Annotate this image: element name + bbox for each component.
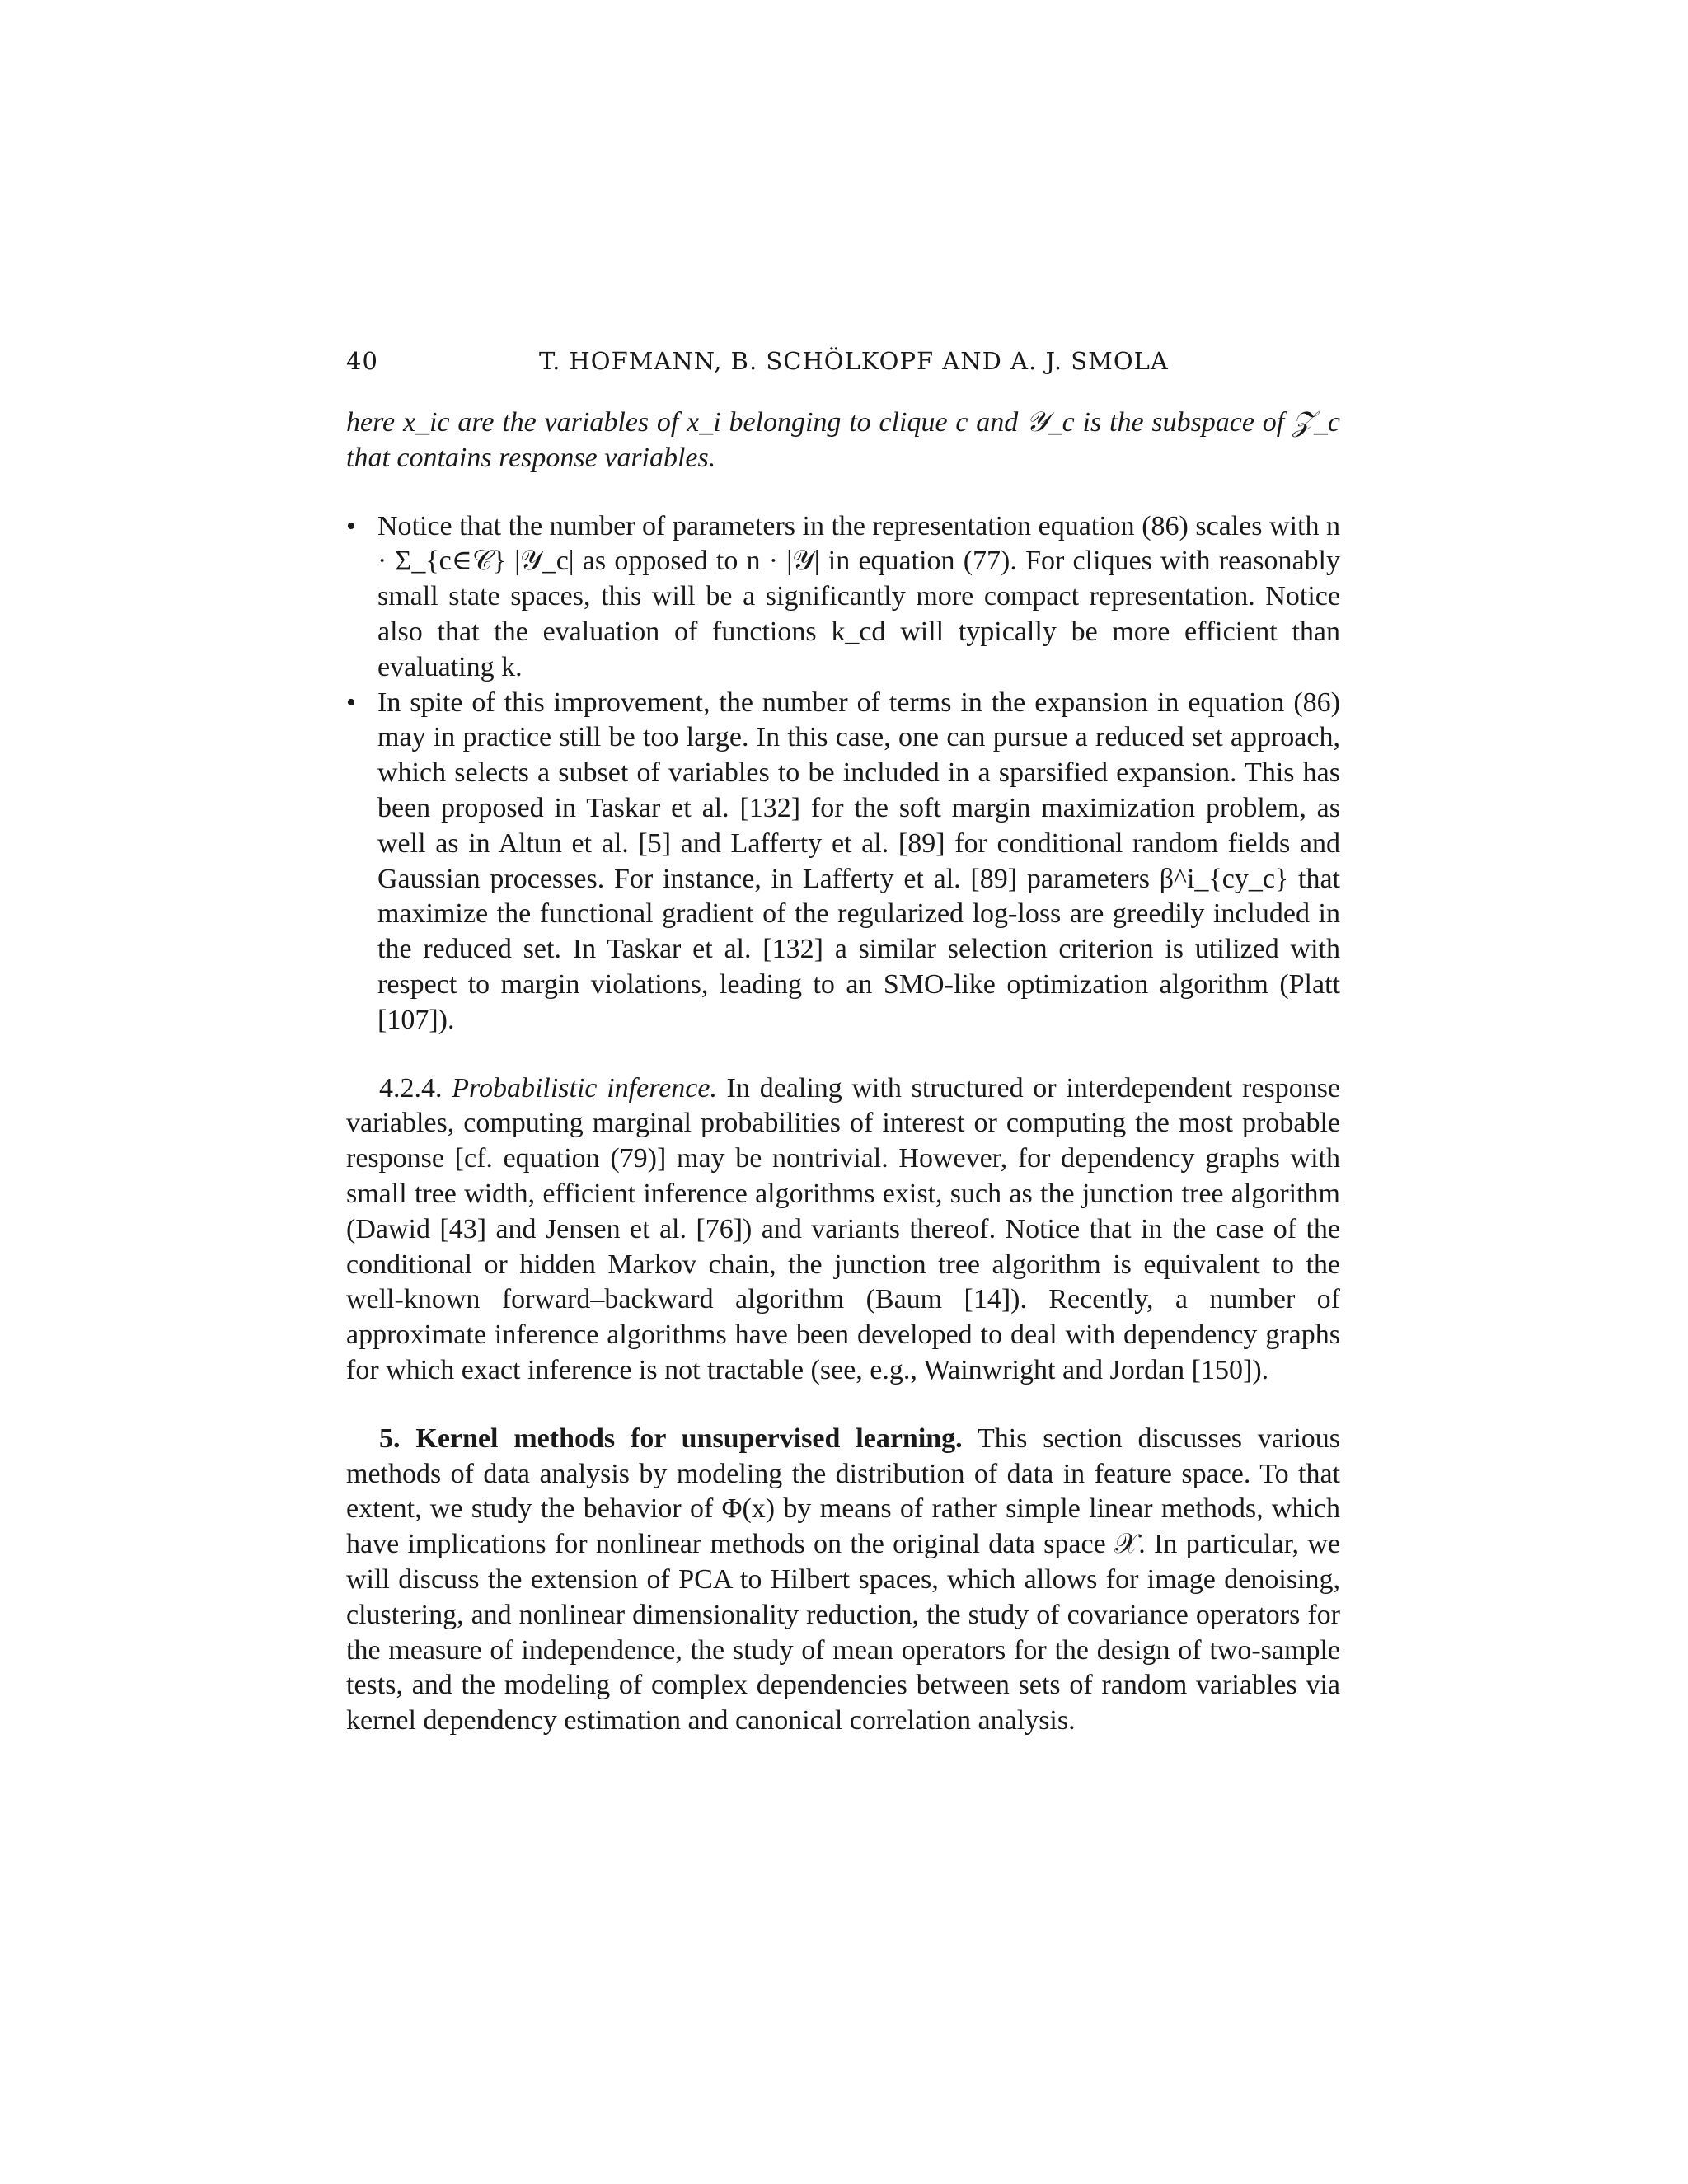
subsection-body: In dealing with structured or interdependent response variables, computing marginal probabilities of interest or computing the most probable response [cf. equation (79)] may be nontrivial. However, for dependency graphs with small tree width, efficient inference algorithms exist, such as the junction tree algorithm (Dawid [43] and Jensen et al. [76]) and variants thereof. Notice that in the case of the conditional or hidden Markov chain, the junction tree algorithm is equivalent to the well-known forward–backward algorithm (Baum [14]). Recently, a number of approximate inference algorithms have been developed to deal with dependency graphs for which exact inference is not tractable (see, e.g., Wainwright and Jordan [150]). (346, 1072, 1341, 1385)
continuation-paragraph (346, 405, 1340, 476)
section-5 (346, 1422, 1340, 1739)
subsection-4-2-4 (346, 1071, 1340, 1389)
continuation-line-2: of 𝒵_c that contains response variables. (346, 407, 1340, 473)
list-item (346, 509, 1340, 686)
subsection-number: 4.2.4. (379, 1072, 443, 1104)
subsection-title: Probabilistic inference. (452, 1072, 717, 1104)
running-head-authors: T. HOFMANN, B. SCHÖLKOPF AND A. J. SMOLA (539, 347, 1169, 375)
page-number: 40 (346, 347, 378, 375)
bullet-list (346, 509, 1340, 1038)
section-heading: 5. Kernel methods for unsupervised learning. (379, 1422, 963, 1454)
bullet-text-2: In spite of this improvement, the number of terms in the expansion in equation (86) may in practice still be too large. In this case, one can pursue a reduced set approach, which selects a subset of variables to be included in a sparsified expansion. This has been proposed in Taskar et al. [132] for the soft margin maximization problem, as well as in Altun et al. [5] and Lafferty et al. [89] for conditional random fields and Gaussian processes. For instance, in Lafferty et al. [89] parameters β^i_{cy_c} that maximize the functional gradient of the regularized log-loss are greedily included in the reduced set. In Taskar et al. [132] a similar selection criterion is utilized with respect to margin violations, leading to an SMO-like optimization algorithm (Platt [107]). (377, 687, 1340, 1035)
bullet-text-1: Notice that the number of parameters in the representation equation (86) scales with n · Σ_{c∈𝒞} |𝒴_c| as opposed to n · |𝒴| in equation (77). For cliques with reasonably small state spaces, this will be a significantly more compact representation. Notice also that the evaluation of functions k_cd will typically be more efficient than evaluating k. (377, 510, 1340, 682)
body-text (346, 405, 1340, 1739)
continuation-line-1: here x_ic are the variables of x_i belonging to clique c and 𝒴_c is the subspace (346, 407, 1254, 438)
list-item (346, 686, 1340, 1038)
section-body: This section discusses various methods of data analysis by modeling the distribution of data in feature space. To that extent, we study the behavior of Φ(x) by means of rather simple linear methods, which have implications for nonlinear methods on the original data space 𝒳. In particular, we will discuss the extension of PCA to Hilbert spaces, which allows for image denoising, clustering, and nonlinear dimensionality reduction, the study of covariance operators for the measure of independence, the study of mean operators for the design of two-sample tests, and the modeling of complex dependencies between sets of random variables via kernel dependency estimation and canonical correlation analysis. (346, 1422, 1341, 1736)
